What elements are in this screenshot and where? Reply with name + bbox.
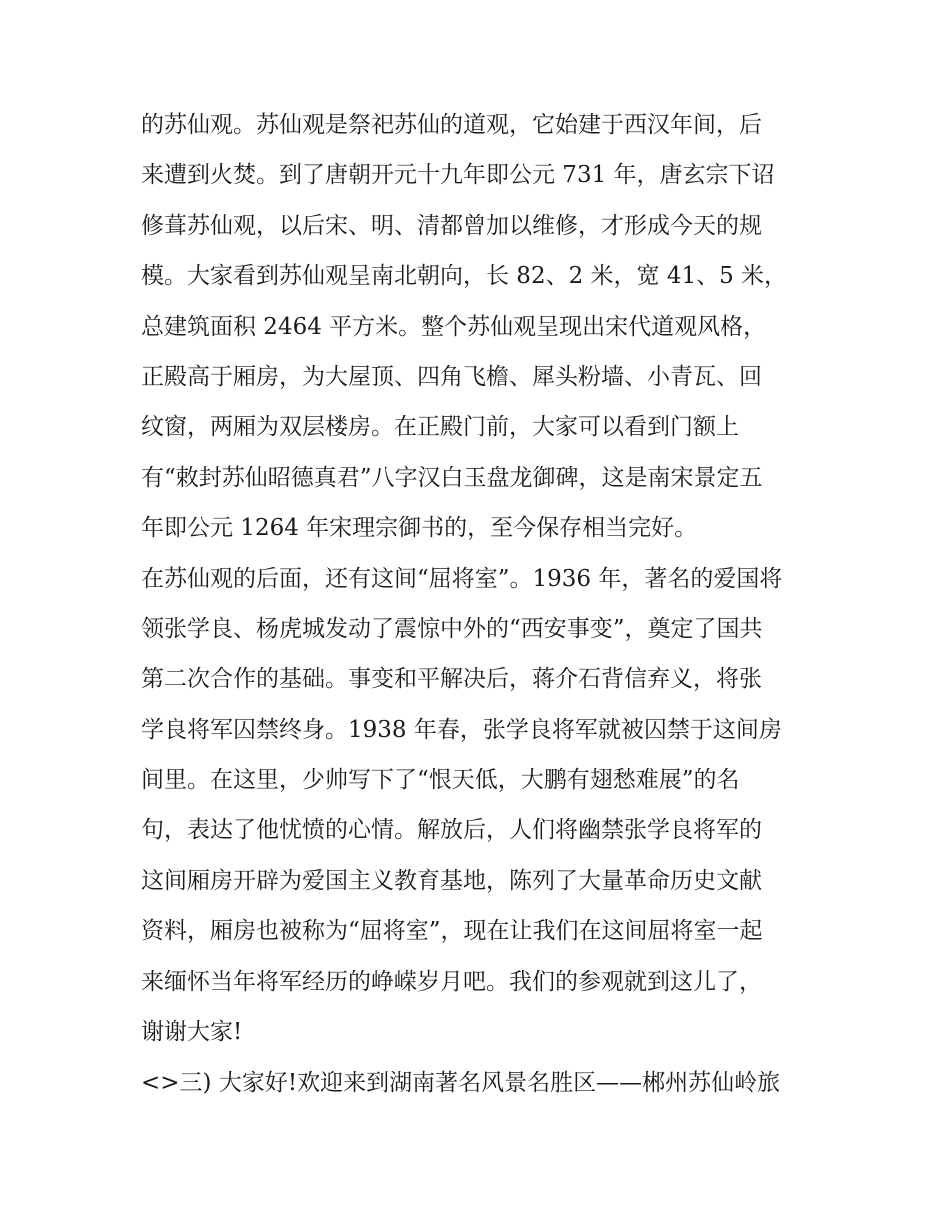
text-line: 修葺苏仙观，以后宋、明、清都曾加以维修，才形成今天的规 xyxy=(141,212,762,239)
text-line: 句，表达了他忧愤的心情。解放后，人们将幽禁张学良将军的 xyxy=(141,817,762,844)
text-line: 的苏仙观。苏仙观是祭祀苏仙的道观，它始建于西汉年间，后 xyxy=(141,112,762,138)
text-line: 资料，厢房也被称为“屈将室”，现在让我们在这间屈将室一起 xyxy=(141,918,763,945)
text-line: 正殿高于厢房，为大屋顶、四角飞檐、犀头粉墙、小青瓦、回 xyxy=(141,363,762,390)
paragraph-1 xyxy=(141,100,813,554)
text-line: <>三) 大家好!欢迎来到湖南著名风景名胜区——郴州苏仙岭旅 xyxy=(141,1070,781,1097)
text-line: 这间厢房开辟为爱国主义教育基地，陈列了大量革命历史文献 xyxy=(141,867,762,894)
text-line: 来遭到火焚。到了唐朝开元十九年即公元 731 年，唐玄宗下诏 xyxy=(141,162,775,189)
text-line: 总建筑面积 2464 平方米。整个苏仙观呈现出宋代道观风格， xyxy=(141,313,767,340)
text-line: 学良将军囚禁终身。1938 年春，张学良将军就被囚禁于这间房 xyxy=(141,716,782,743)
text-line: 模。大家看到苏仙观呈南北朝向，长 82、2 米，宽 41、5 米， xyxy=(141,263,788,290)
text-line: 领张学良、杨虎城发动了震惊中外的“西安事变”，奠定了国共 xyxy=(141,615,763,642)
text-line: 来缅怀当年将军经历的峥嵘岁月吧。我们的参观就到这儿了， xyxy=(141,968,762,995)
text-line: 间里。在这里，少帅写下了“恨天低，大鹏有翅愁难展”的名 xyxy=(141,767,740,794)
text-line: 有“敕封苏仙昭德真君”八字汉白玉盘龙御碑，这是南宋景定五 xyxy=(141,464,763,491)
text-line: 纹窗，两厢为双层楼房。在正殿门前，大家可以看到门额上 xyxy=(141,414,739,441)
text-line: 第二次合作的基础。事变和平解决后，蒋介石背信弃义，将张 xyxy=(141,666,762,693)
text-line: 年即公元 1264 年宋理宗御书的，至今保存相当完好。 xyxy=(141,515,698,542)
text-line: 谢谢大家! xyxy=(141,1019,243,1046)
text-line: 在苏仙观的后面，还有这间“屈将室”。1936 年，著名的爱国将 xyxy=(141,565,783,592)
paragraph-2 xyxy=(141,554,813,1058)
paragraph-3 xyxy=(141,1057,813,1109)
document-body xyxy=(141,100,813,1109)
